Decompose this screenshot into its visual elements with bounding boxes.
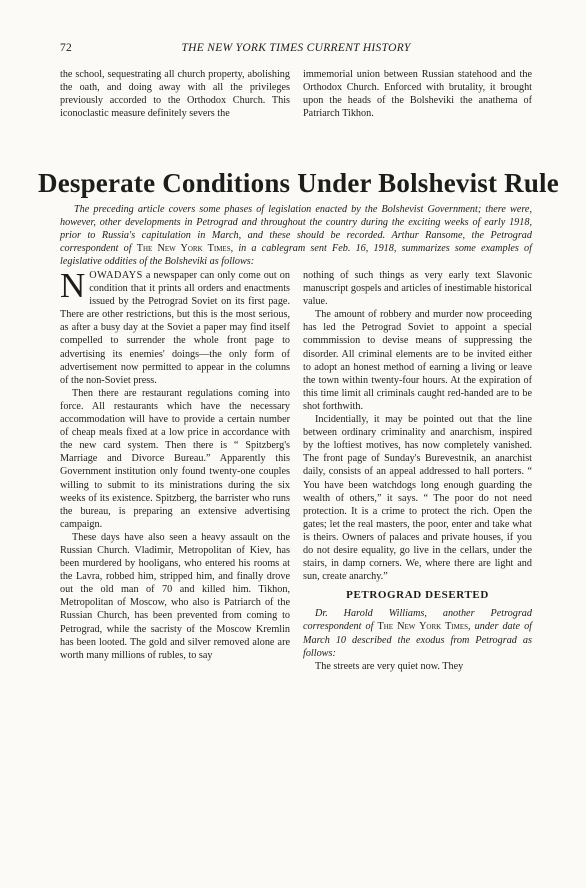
paragraph-1-text: a newspaper can only come out on condition that it prints all orders and enactments issued by the Petrograd Soviet on its first page. There are other restrictions, but this is the most serious, as after a busy day at the Soviet a paper may find itself compelled to surrender the whole front page to advertising its enemies' doings—the only form of advertisement now permitted to appear in the columns of the non-Soviet press. xyxy=(60,270,290,386)
paragraph-2: Then there are restaurant regulations coming into force. All restaurants which have the necessary accommodation will have to provide a certain number of cheap meals fixed at a low price in accordance with the new card system. Then there is “ Spitzberg's Marriage and Divorce Bureau.” Apparently this Government institution only found twenty-one couples willing to submit to its ministrations during the six weeks of its existence. Spitzberg, the barrister who runs the bureau, is preparing an extensive advertising campaign. xyxy=(60,387,290,530)
continued-text-left xyxy=(60,68,290,120)
paragraph-3: These days have also seen a heavy assault on the Russian Church. Vladimir, Metropolitan of Kiev, has been murdered by hooligans, who entered his rooms at the Lavra, robbed him, stripped him, and finally drove out the old man of 70 and killed him. Tikhon, Metropolitan of Moscow, who also is Patriarch of the Russian Church, has been prevented from coming to Petrograd, while the sacristy of the Moscow Kremlin has been looted. The gold and silver removed alone are worth many millions of rubles, to say xyxy=(60,531,290,661)
page-number: 72 xyxy=(60,42,73,54)
drop-cap: N xyxy=(60,266,86,305)
paragraph-5: The amount of robbery and murder now proceeding has led the Petrograd Soviet to appoint a special commmission to devise means of suppressing the disorder. All criminal elements are to be invited either to adopt an honest method of earning a living or leave the town within twenty-four hours. At the expiration of this time limit all criminals caught red-handed are to be shot forthwith. xyxy=(303,309,532,412)
intro-text-2: , in a cablegram sent Feb. 16, 1918, summarizes some examples of legislative oddities of the Bolsheviki as follows: xyxy=(60,243,532,268)
journal-title: THE NEW YORK TIMES CURRENT HISTORY xyxy=(181,42,411,54)
intro-text-1: The preceding article covers some phases of legislation enacted by the Bolshevist Government; there were, however, other developments in Petrograd and throughout the country during the exciting weeks of early 1918, prior to Russia's capitulation in March, and these should be recorded. Arthur Ransome, the Petrograd correspondent of xyxy=(60,204,532,255)
article-intro xyxy=(60,203,532,268)
article-headline: Desperate Conditions Under Bolshevist Rule xyxy=(38,168,559,198)
lead-word: OWADAYS xyxy=(89,270,143,281)
paragraph-6: Incidentially, it may be pointed out that the line between ordinary criminality and anarchism, inspired by the loftiest motives, has now completely vanished. The front page of Sunday's Burevestnik, an anarchist daily, consists of an appeal addressed to hall porters. “ You have been watchdogs long enough guarding the wealth of others,” it says. “ The poor do not need protection. It is a crime to protect the rich. Open the gates; let the real masters, the poor, enter and take what is theirs. Owners of palaces and private houses, if you do not desire equality, go live in the cellars, under the stairs, in damp corners. We, where there are light and sun, create anarchy.” xyxy=(303,414,532,583)
section-subhead: PETROGRAD DESERTED xyxy=(346,589,489,602)
paragraph-1 xyxy=(60,266,290,387)
body-column-right xyxy=(303,269,532,673)
paragraph-4: nothing of such things as very early text Slavonic manuscript gospels and articles of inestimable historical value. xyxy=(303,270,532,308)
continued-paragraph-right: immemorial union between Russian statehood and the Orthodox Church. Enforced with brutality, it brought upon the heads of the Bolsheviki the anathema of Patriarch Tikhon. xyxy=(303,69,532,120)
intro-newspaper-name: The New York Times xyxy=(136,243,231,255)
continued-text-right xyxy=(303,68,532,120)
body-column-left xyxy=(60,266,290,662)
williams-newspaper-name: The New York Times xyxy=(377,621,469,633)
paragraph-8: The streets are very quiet now. They xyxy=(315,660,464,672)
williams-text-1: Dr. Harold Williams, another Petrograd correspondent of xyxy=(303,608,532,633)
running-header xyxy=(60,42,532,58)
continued-paragraph-left: the school, sequestrating all church property, abolishing the oath, and doing away with all the privileges previously accorded to the Orthodox Church. This iconoclastic measure definitely severs the xyxy=(60,69,290,120)
paragraph-7 xyxy=(303,607,532,659)
williams-text-2: , under date of March 10 described the exodus from Petrograd as follows: xyxy=(303,621,532,659)
